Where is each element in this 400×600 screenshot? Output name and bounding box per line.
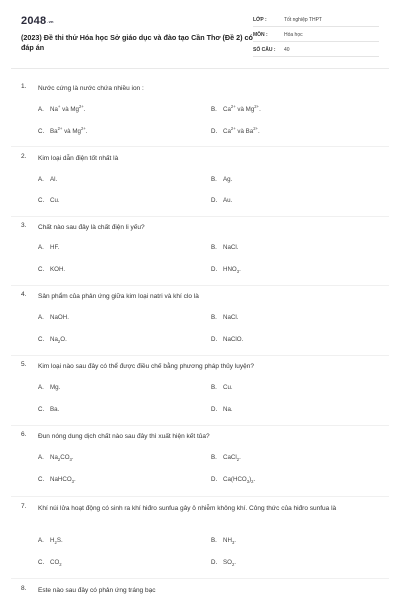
answer-option-b[interactable]: [211, 103, 261, 113]
option-letter: D.: [211, 406, 218, 413]
question-divider: [11, 496, 389, 497]
meta-class-label: LỚP :: [253, 17, 267, 23]
answer-option-b[interactable]: [211, 314, 238, 321]
option-text: Ba.: [50, 406, 60, 413]
question-text: Khí núi lửa hoạt động có sinh ra khí hiđro sunfua gây ô nhiễm không khí. Công thức của hiđro sunfua là: [38, 505, 337, 512]
option-text: Mg.: [50, 384, 61, 391]
answer-option-b[interactable]: [211, 537, 236, 544]
option-text: $H_2S$.: [50, 537, 63, 546]
logo-domain: .vn: [47, 18, 54, 24]
option-text: HF.: [50, 244, 60, 251]
question-text: Đun nóng dung dịch chất nào sau đây thì xuất hiện kết tủa?: [38, 433, 210, 440]
option-text: NaOH.: [50, 314, 69, 321]
option-text: $NH_3$.: [223, 537, 237, 546]
question-divider: [11, 355, 389, 356]
question-divider: [11, 216, 389, 217]
option-letter: B.: [211, 244, 217, 251]
option-letter: A.: [38, 454, 44, 461]
option-text: CaCl$_2$.: [223, 454, 241, 463]
question-number: 6.: [21, 431, 27, 438]
option-letter: C.: [38, 336, 45, 343]
answer-option-c[interactable]: [38, 406, 59, 413]
question-number: 2.: [21, 153, 27, 160]
option-text: Ag.: [223, 176, 233, 183]
option-letter: B.: [211, 314, 217, 321]
answer-option-d[interactable]: [211, 559, 236, 566]
option-text: Au.: [223, 197, 233, 204]
answer-option-c[interactable]: [38, 125, 88, 135]
option-text: $CO_2$: [50, 559, 62, 568]
option-letter: D.: [211, 559, 218, 566]
option-letter: B.: [211, 176, 217, 183]
answer-option-d[interactable]: [211, 197, 232, 204]
option-text: NaCl.: [223, 244, 239, 251]
answer-option-a[interactable]: [38, 384, 60, 391]
option-letter: D.: [211, 336, 218, 343]
question-divider: [11, 578, 389, 579]
answer-option-a[interactable]: [38, 454, 74, 461]
answer-option-a[interactable]: [38, 176, 57, 183]
question-text: Este nào sau đây có phản ứng tráng bạc: [38, 587, 156, 594]
option-text: Cu.: [50, 197, 60, 204]
answer-option-b[interactable]: [211, 244, 238, 251]
answer-option-d[interactable]: [211, 125, 260, 135]
option-letter: A.: [38, 384, 44, 391]
option-letter: C.: [38, 559, 45, 566]
question-number: 5.: [21, 361, 27, 368]
question-text: Sản phẩm của phản ứng giữa kim loại natri và khí clo là: [38, 293, 199, 300]
option-letter: A.: [38, 314, 44, 321]
option-text: NaCl.: [223, 314, 239, 321]
option-letter: C.: [38, 406, 45, 413]
question-number: 7.: [21, 503, 27, 510]
answer-option-c[interactable]: [38, 197, 60, 204]
meta-count-value: 40: [284, 47, 290, 53]
answer-option-d[interactable]: [211, 336, 243, 343]
answer-option-c[interactable]: [38, 559, 62, 566]
option-letter: C.: [38, 266, 45, 273]
logo-text: 2048: [21, 15, 47, 27]
option-text: $Na_2CO_3$.: [50, 454, 74, 463]
exam-title: (2023) Đề thi thử Hóa học Sở giáo dục và đào tạo Cần Thơ (Đề 2) có đáp án: [21, 33, 253, 52]
question-text: Chất nào sau đây là chất điện li yếu?: [38, 224, 145, 231]
answer-option-c[interactable]: [38, 266, 65, 273]
meta-class-value: Tốt nghiệp THPT: [284, 17, 322, 23]
option-text: Na.: [223, 406, 233, 413]
question-divider: [11, 146, 389, 147]
option-text: $SO_2$.: [223, 559, 237, 568]
option-letter: A.: [38, 244, 44, 251]
meta-subject-value: Hóa học: [284, 32, 303, 38]
option-letter: C.: [38, 128, 45, 135]
question-text: Kim loại dẫn điện tốt nhất là: [38, 155, 119, 162]
question-divider: [11, 425, 389, 426]
option-letter: C.: [38, 476, 45, 483]
option-text: $Ca^{2+}$ và $Ba^{2+}$.: [223, 125, 260, 135]
option-letter: C.: [38, 197, 45, 204]
option-text: Na+ và $Mg^{2+}$.: [50, 103, 86, 113]
answer-option-d[interactable]: [211, 476, 255, 483]
option-text: Al.: [50, 176, 58, 183]
answer-option-b[interactable]: [211, 176, 232, 183]
option-text: Cu.: [223, 384, 233, 391]
meta-subject-label: MÔN :: [253, 32, 268, 38]
meta-count-label: SỐ CÂU :: [253, 47, 276, 53]
option-letter: D.: [211, 266, 218, 273]
option-letter: A.: [38, 176, 44, 183]
option-text: $Ba^{2+}$ và $Mg^{2+}$.: [50, 125, 88, 135]
option-letter: B.: [211, 454, 217, 461]
option-letter: D.: [211, 197, 218, 204]
option-text: $Na_2O$.: [50, 336, 67, 345]
answer-option-c[interactable]: [38, 476, 76, 483]
answer-option-a[interactable]: [38, 314, 69, 321]
question-number: 1.: [21, 83, 27, 90]
question-divider: [11, 285, 389, 286]
answer-option-d[interactable]: [211, 266, 241, 273]
answer-option-d[interactable]: [211, 406, 233, 413]
question-number: 8.: [21, 585, 27, 592]
answer-option-b[interactable]: [211, 454, 241, 461]
answer-option-c[interactable]: [38, 336, 67, 343]
answer-option-a[interactable]: [38, 103, 86, 113]
option-letter: D.: [211, 128, 218, 135]
question-number: 4.: [21, 291, 27, 298]
answer-option-a[interactable]: [38, 244, 59, 251]
option-text: KOH.: [50, 266, 66, 273]
option-text: NaHCO$_3$.: [50, 476, 76, 485]
question-number: 3.: [21, 222, 27, 229]
option-letter: B.: [211, 384, 217, 391]
option-text: $Ca^{2+}$ và $Mg^{2+}$.: [223, 103, 261, 113]
question-text: Nước cứng là nước chứa nhiều ion :: [38, 85, 144, 92]
answer-option-a[interactable]: [38, 537, 63, 544]
option-letter: B.: [211, 106, 217, 113]
option-text: NaClO.: [223, 336, 244, 343]
question-text: Kim loại nào sau đây có thể được điều chế bằng phương pháp thủy luyện?: [38, 363, 254, 370]
option-letter: D.: [211, 476, 218, 483]
option-letter: A.: [38, 106, 44, 113]
option-text: $HNO_3$.: [223, 266, 241, 275]
option-text: $Ca(HCO_3)_2$.: [223, 476, 256, 485]
option-letter: B.: [211, 537, 217, 544]
answer-option-b[interactable]: [211, 384, 233, 391]
option-letter: A.: [38, 537, 44, 544]
